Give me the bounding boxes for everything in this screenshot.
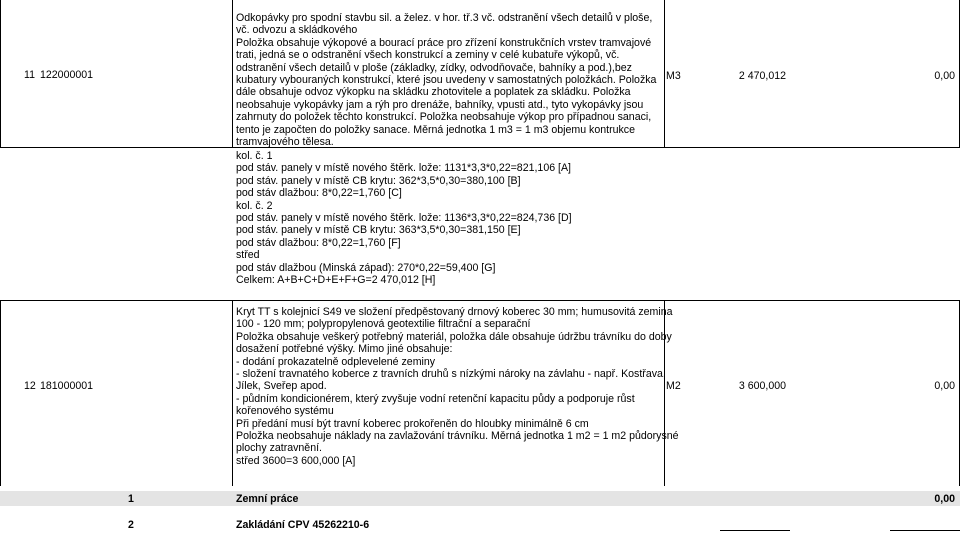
section-title: Zakládání CPV 45262210-6 xyxy=(236,519,370,531)
table-border xyxy=(0,300,960,301)
item-code: 122000001 xyxy=(40,69,94,81)
desc-line: Položka neobsahuje náklady na zavlažování trávníku. Měrná jednotka 1 m2 = 1 m2 půdorysné xyxy=(236,429,679,442)
item-quantity: 3 600,000 xyxy=(738,380,786,392)
calc-line: pod stáv dlažbou: 8*0,22=1,760 [F] xyxy=(236,236,401,249)
total-underline xyxy=(890,530,960,531)
calc-line: pod stáv. panely v místě CB krytu: 363*3,5*0,30=381,150 [E] xyxy=(236,224,521,237)
desc-line: Položka obsahuje veškerý potřebný materiál, položka dále obsahuje údržbu trávníku do doby xyxy=(236,330,672,343)
calc-line: pod stáv dlažbou (Minská západ): 270*0,22=59,400 [G] xyxy=(236,261,496,274)
desc-line: - dodání prokazatelně odplevelené zeminy xyxy=(236,355,436,368)
item-description: Odkopávky pro spodní stavbu sil. a želez. v hor. tř.3 vč. odstranění všech detailů v ploše, vč. odvozu a skládkového Položka obsahuje výkopové a bourací práce pro zřízení konstrukčních vrstev tramvajové trati, jedná se o odstranění všech konstrukcí a zeminy v celé kubatuře výkopů, vč. odstranění všech detailů v ploše (základky, zídky, odvodňovače, bahníky a pod.),bez kubatury vybouraných konstrukcí, které jsou uvedeny v samostatných položkách. Položka dále obsahuje odvoz výkopku na skládku zhotovitele a poplatek za skládku. Položka neobsahuje vykopávky jam a rýh pro drenáže, bahníky, vpusti atd., tyto vykopávky jsou zahrnuty do položek těchto konstrukcí. Položka neobsahuje výkop pro případnou sanaci, tento je započten do položky sanace. Měrná jednotka 1 m3 = 1 m3 objemu kontrukce tramvajového tělesa. xyxy=(236,12,657,149)
desc-line: dosažení potřebné výšky. Mimo jiné obsahuje: xyxy=(236,343,453,356)
calc-line: kol. č. 1 xyxy=(236,150,273,162)
item-price: 0,00 xyxy=(934,380,955,392)
calc-line: střed xyxy=(236,249,260,262)
item-code: 181000001 xyxy=(40,380,94,392)
desc-line: Při předání musí být travní koberec prokořeněn do hloubky minimálně 6 cm xyxy=(236,417,589,430)
section-title: Zemní práce xyxy=(236,493,299,505)
desc-line: 100 - 120 mm; polypropylenová geotextilie filtrační a separační xyxy=(236,318,531,331)
desc-line: Kryt TT s kolejnicí S49 ve složení předpěstovaný drnový koberec 30 mm; humusovitá zemina xyxy=(236,306,673,318)
item-unit: M2 xyxy=(666,380,681,392)
desc-line: střed 3600=3 600,000 [A] xyxy=(236,454,356,467)
section-number: 2 xyxy=(128,519,134,531)
item-number: 12 xyxy=(24,380,36,392)
calc-line: Celkem: A+B+C+D+E+F+G=2 470,012 [H] xyxy=(236,273,436,286)
table-border xyxy=(0,0,1,148)
item-price: 0,00 xyxy=(934,70,955,82)
desc-line: - složení travnatého koberce z travních druhů s nízkými nároky na závlahu - např. Kostřava, xyxy=(236,367,666,380)
total-underline xyxy=(720,530,790,531)
table-border xyxy=(0,300,1,486)
section-summary-bar xyxy=(0,491,960,506)
desc-line: - půdním kondicionérem, který zvyšuje vodní retenční kapacitu půdy a podporuje růst xyxy=(236,392,635,405)
calc-line: pod stáv dlažbou: 8*0,22=1,760 [C] xyxy=(236,187,402,200)
desc-line: Jílek, Sveřep apod. xyxy=(236,380,327,393)
desc-line: plochy zatravnění. xyxy=(236,442,322,455)
table-border xyxy=(232,0,233,148)
section-number: 1 xyxy=(128,493,134,505)
item-description xyxy=(236,306,679,467)
item-number: 11 xyxy=(24,69,35,81)
item-quantity: 2 470,012 xyxy=(738,70,786,82)
calc-line: pod stáv. panely v místě nového štěrk. lože: 1136*3,3*0,22=824,736 [D] xyxy=(236,211,572,224)
calc-line: pod stáv. panely v místě CB krytu: 362*3,5*0,30=380,100 [B] xyxy=(236,174,521,187)
section-total: 0,00 xyxy=(934,493,955,505)
table-border xyxy=(232,300,233,486)
desc-line: kořenového systému xyxy=(236,405,334,418)
item-unit: M3 xyxy=(666,70,681,82)
item-calculation xyxy=(236,150,572,286)
calc-line: kol. č. 2 xyxy=(236,199,273,212)
calc-line: pod stáv. panely v místě nového štěrk. lože: 1131*3,3*0,22=821,106 [A] xyxy=(236,162,572,175)
table-border xyxy=(664,0,665,148)
